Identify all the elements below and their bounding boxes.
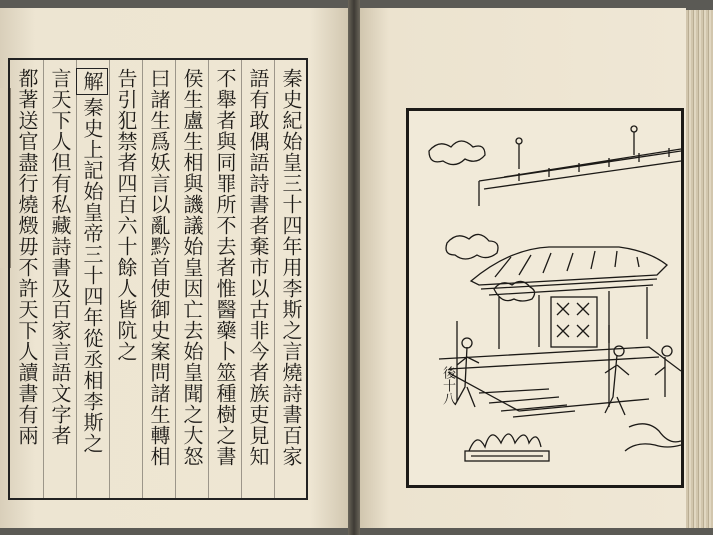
illustration-frame: [406, 108, 684, 488]
text-column-1: 秦史紀始皇三十四年用李斯之言燒詩書百家: [279, 68, 303, 467]
right-page-edges: [686, 10, 713, 528]
text-column-6: 告引犯禁者四百六十餘人皆阬之: [114, 68, 138, 362]
explanation-marker: 解: [76, 68, 108, 95]
text-column-7-body: 秦史上記始皇帝三十四年從丞相李斯之: [80, 97, 104, 454]
text-column-8: 言天下人但有私藏詩書及百家言語文字者: [48, 68, 72, 446]
text-column-4: 侯生盧生相與譏議始皇因亡去始皇聞之大怒: [180, 68, 204, 467]
text-frame: [8, 58, 308, 500]
woodblock-illustration: [409, 111, 681, 485]
text-column-9: 都著送官盡行燒燬毋不許天下人讀書有兩: [15, 68, 39, 446]
book-gutter: [348, 0, 360, 535]
illustration-caption: 後十八: [440, 366, 455, 405]
text-column-7: [78, 68, 108, 454]
text-column-5: 曰諸生爲妖言以亂黔首使御史案問諸生轉相: [147, 68, 171, 467]
text-column-3: 不舉者與同罪所不去者惟醫藥卜筮種樹之書: [213, 68, 237, 467]
text-column-2: 語有敢偶語詩書者棄市以古非今者族吏見知: [246, 68, 270, 467]
